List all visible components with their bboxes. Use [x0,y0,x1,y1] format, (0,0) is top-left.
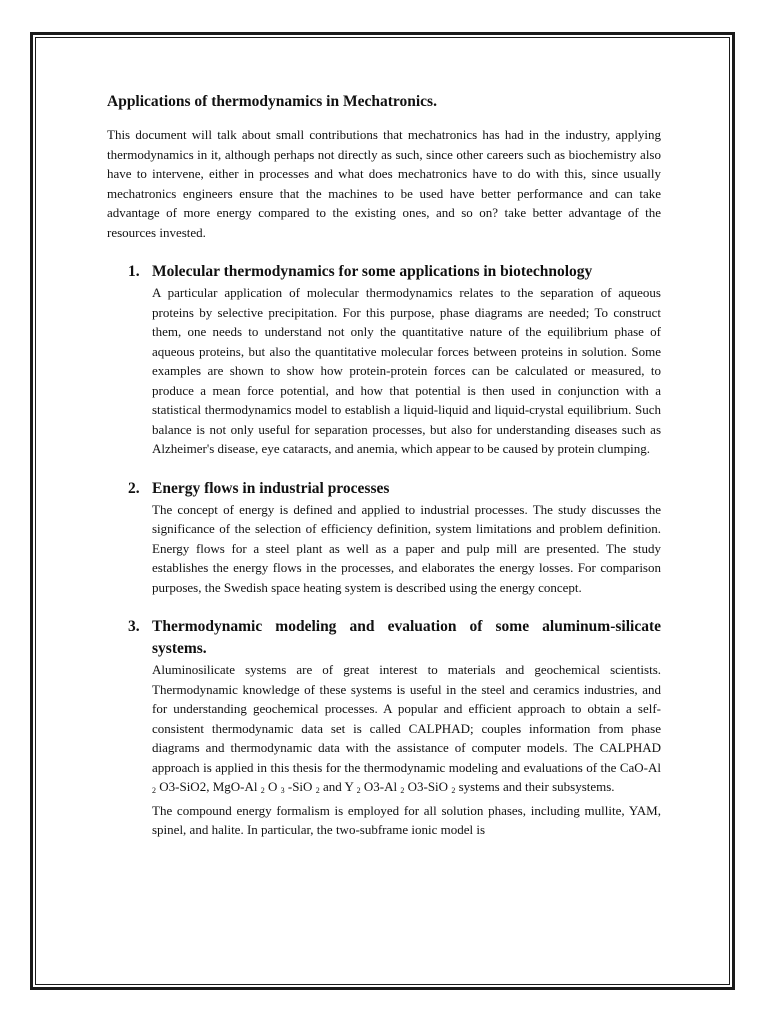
section-3-body-a [152,660,661,801]
subscript: 2 [451,786,456,795]
section-1-heading [128,261,661,283]
document-body [107,92,661,859]
section-1-body: A particular application of molecular thermodynamics relates to the separation of aqueous proteins by selective precipitation. For this purpose, phase diagrams are needed; To construct them, one needs to understand not only the quantitative nature of the equilibrium phase of aqueous proteins, but also the quantitative molecular forces between proteins in solution. Some examples are shown to show how protein-protein forces can be calculated or measured, to produce a mean force potential, and how that potential is then used in conjunction with a statistical thermodynamics model to establish a liquid-liquid and liquid-crystal equilibrium. Such balance is not only useful for separation processes, but also for understanding diseases such as Alzheimer's disease, eye cataracts, and anemia, which appear to be caused by protein clumping. [152,285,661,456]
section-3-heading [128,616,661,660]
section-3-text: -SiO [284,779,313,794]
subscript: 2 [260,786,265,795]
section-3-text: O3-Al [360,779,398,794]
section-3-text: O3-SiO [404,779,449,794]
section-3-heading-text: Thermodynamic modeling and evaluation of some aluminum-silicate systems. [152,618,661,657]
section-3-text: Aluminosilicate systems are of great interest to materials and geochemical scientists. Thermodynamic knowledge of these systems is useful in the steel and ceramics industries, and for understanding geochemical processes. A popular and efficient approach to obtain a self-consistent thermodynamic data set is called CALPHAD; couples information from phase diagrams and thermodynamic data with the assistance of computer models. The CALPHAD approach is applied in this thesis for the thermodynamic modeling and evaluations of the CaO-Al [152,662,661,775]
intro-paragraph: This document will talk about small contributions that mechatronics has had in the industry, applying thermodynamics in it, although perhaps not directly as such, since other careers such as biochemistry also have to intervene, either in processes and what does mechatronics have to do with this, since usually mechatronics engineers ensure that the machines to be used have better performance and can take advantage of more energy compared to the existing ones, and so on? take better advantage of the resources invested. [107,127,661,240]
section-3-text: O [264,779,278,794]
section-1-heading-text: Molecular thermodynamics for some applications in biotechnology [152,263,593,280]
section-3-number: 3. [128,618,140,635]
section-1 [107,261,661,459]
section-2-body: The concept of energy is defined and applied to industrial processes. The study discusses the significance of the selection of efficiency definition, system limitations and problem definition. Energy flows for a steel plant as well as a paper and pulp mill are presented. The study establishes the energy flows in the processes, and elaborates the energy losses. For comparison purposes, the Swedish space heating system is described using the energy concept. [152,501,661,595]
section-2-heading-text: Energy flows in industrial processes [152,479,390,497]
section-3-text: O3-SiO2, MgO-Al [156,779,258,794]
section-2-number: 2. [128,479,140,497]
section-3-text: and Y [319,779,354,794]
subscript: 3 [280,786,285,795]
section-1-number: 1. [128,263,140,280]
section-3 [107,616,661,840]
subscript: 2 [356,786,361,795]
section-3-body-b: The compound energy formalism is employed for all solution phases, including mullite, YAM, spinel, and halite. In particular, the two-subframe ionic model is [152,802,661,837]
subscript: 2 [400,786,405,795]
section-2-heading [128,478,661,500]
section-2 [107,478,661,598]
section-3-text: systems and their subsystems. [455,779,615,794]
document-title: Applications of thermodynamics in Mechatronics. [107,93,437,110]
subscript: 2 [315,786,320,795]
subscript: 2 [152,786,156,795]
